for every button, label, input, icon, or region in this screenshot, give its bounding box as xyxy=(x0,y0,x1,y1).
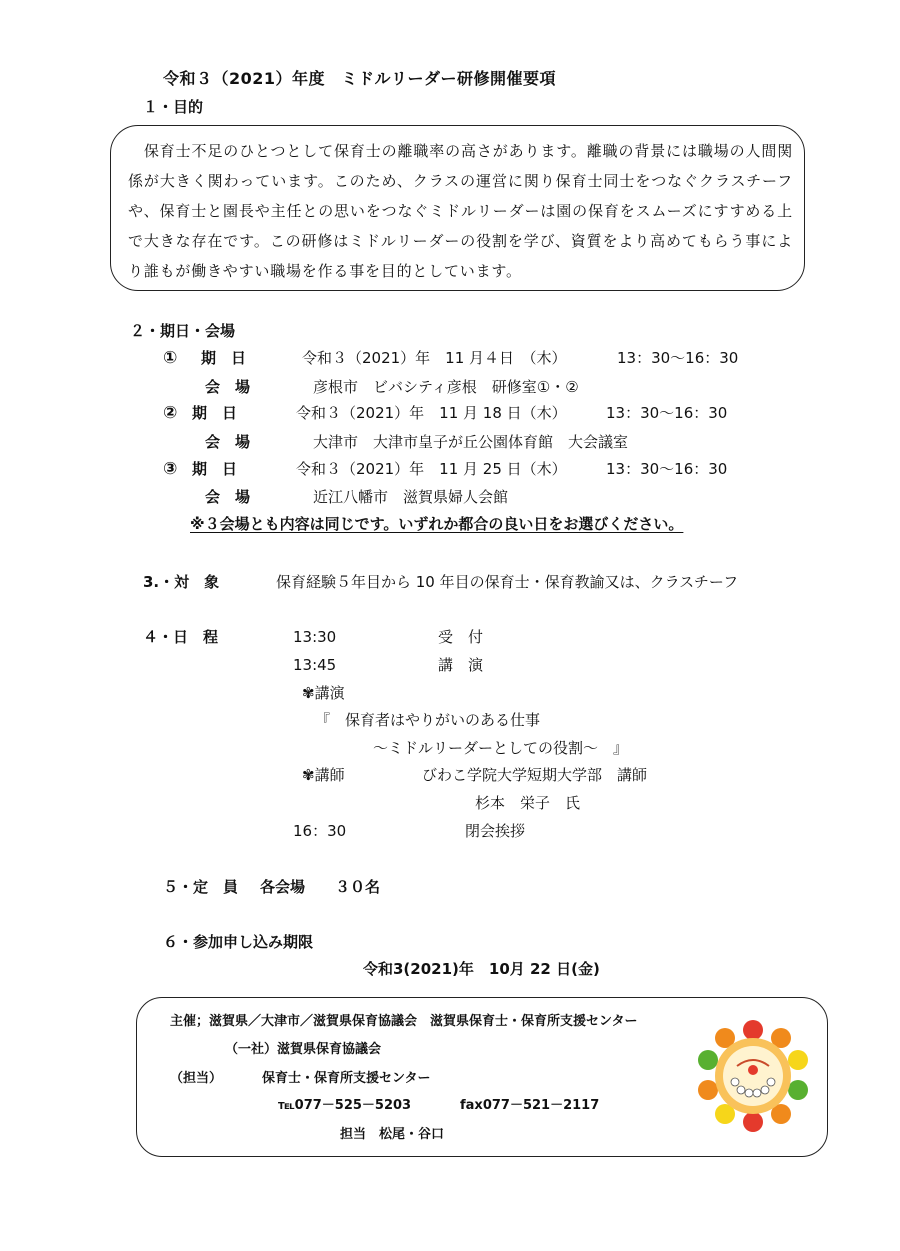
page-title: 令和３（2021）年度 ミドルリーダー研修開催要項 xyxy=(163,69,557,88)
schedule-heading: ２・期日・会場 xyxy=(130,322,236,340)
target-text: 保育経験５年目から 10 年目の保育士・保育教諭又は、クラスチーフ xyxy=(276,573,739,591)
lecture-title-line-2: 〜ミドルリーダーとしての役割〜 』 xyxy=(373,739,629,757)
session-3-date: 令和３（2021）年 11 月 25 日（木） xyxy=(296,460,567,478)
session-3-date-label: 期 日 xyxy=(192,460,238,478)
session-2-date: 令和３（2021）年 11 月 18 日（木） xyxy=(296,404,567,422)
deadline-heading: ６・参加申し込み期限 xyxy=(163,933,314,951)
fax-number: fax077－521－2117 xyxy=(460,1098,600,1113)
capacity-text: 各会場 ３０名 xyxy=(260,878,381,896)
session-2-venue: 大津市 大津市皇子が丘公園体育館 大会議室 xyxy=(313,433,629,451)
session-1-date-label: 期 日 xyxy=(201,349,247,367)
organizer-text: 主催；滋賀県／大津市／滋賀県保育協議会 滋賀県保育士・保育所支援センター xyxy=(170,1014,638,1029)
session-3-venue: 近江八幡市 滋賀県婦人会館 xyxy=(313,488,509,506)
lecturer-label: ✾講師 xyxy=(302,766,345,784)
organizer-text-2: （一社）滋賀県保育協議会 xyxy=(225,1042,382,1057)
session-2-number: ② xyxy=(163,403,178,423)
lecture-title-line-1: 『 保育者はやりがいのある仕事 xyxy=(315,711,541,729)
schedule-note: ※３会場とも内容は同じです。いずれか都合の良い日をお選びください。 xyxy=(190,515,684,533)
session-3-time: 13：30〜16：30 xyxy=(606,460,728,478)
session-2-time: 13：30〜16：30 xyxy=(606,404,728,422)
lecturer-affiliation: びわこ学院大学短期大学部 講師 xyxy=(422,766,648,784)
program-label-2: 講 演 xyxy=(438,656,484,674)
tel-number: ℡077－525－5203 xyxy=(278,1098,412,1113)
target-heading: 3.・対 象 xyxy=(143,573,220,591)
session-1-date: 令和３（2021）年 11 月４日 （木） xyxy=(302,349,567,367)
deadline-date: 令和3(2021)年 10月 22 日(金) xyxy=(363,960,600,978)
program-time-1: 13:30 xyxy=(293,628,337,646)
capacity-heading: ５・定 員 xyxy=(163,878,239,896)
program-label-1: 受 付 xyxy=(438,628,484,646)
program-time-2: 13:45 xyxy=(293,656,337,674)
lecturer-name: 杉本 栄子 氏 xyxy=(475,794,581,812)
support-center-logo xyxy=(697,1020,809,1132)
session-3-number: ③ xyxy=(163,459,178,479)
purpose-text: 保育士不足のひとつとして保育士の離職率の高さがあります。離職の背景には職場の人間関係が大きく関わっています。このため、クラスの運営に関り保育士同士をつなぐクラスチーフや、保育士と園長や主任との思いをつなぐミドルリーダーは園の保育をスムーズにすすめる上で大きな存在です。この研修はミドルリーダーの役割を学び、資質をより高めてもらう事により誰もが働きやすい職場を作る事を目的としています。 xyxy=(128,142,793,280)
session-1-number: ① xyxy=(163,348,178,368)
closing-time: 16：30 xyxy=(293,822,347,840)
charge-label: （担当） xyxy=(170,1071,223,1086)
program-heading: ４・日 程 xyxy=(143,628,219,646)
session-1-venue: 彦根市 ビバシティ彦根 研修室①・② xyxy=(313,378,579,396)
purpose-heading: １・目的 xyxy=(143,98,204,116)
session-1-venue-label: 会 場 xyxy=(205,378,251,396)
session-3-venue-label: 会 場 xyxy=(205,488,251,506)
session-2-date-label: 期 日 xyxy=(192,404,238,422)
lecture-label: ✾講演 xyxy=(302,684,345,702)
session-2-venue-label: 会 場 xyxy=(205,433,251,451)
contact-persons: 担当 松尾・谷口 xyxy=(340,1127,445,1142)
session-1-time: 13：30〜16：30 xyxy=(617,349,739,367)
closing-label: 閉会挨拶 xyxy=(465,822,526,840)
charge-org: 保育士・保育所支援センター xyxy=(262,1071,431,1086)
